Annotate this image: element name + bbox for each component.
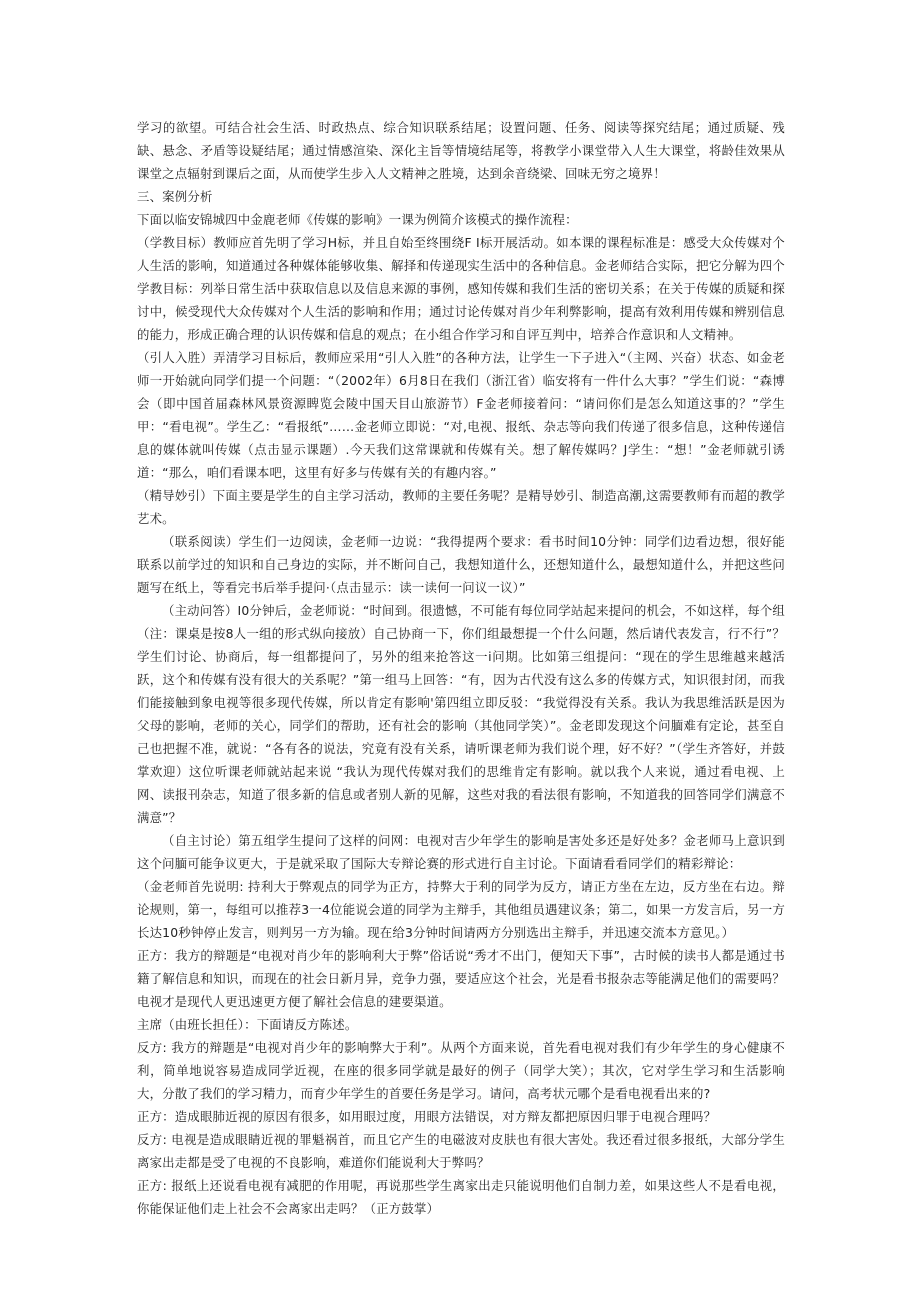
paragraph-discussion: （自主讨论）第五组学生提问了这样的问网：电视对吉少年学生的影响是害处多还是好处多？金老师马上意识到这个问腼可能争议更大，于是就采取了国际大专辩论赛的形式进行自主讨论。下面请看看同学们的精彩辩论： — [137, 833, 785, 871]
paragraph-engaging-start: （引人入胜）弄清学习目标后，教师应采用“引人入胜”的各种方法，让学生一下子进入“（主网、兴奋）状态、如金老师一开始就向同学们提一个问题：“（2002年）6月8日在我们（浙江省）临安将有一件什么大事？”学生们说：“森博会（即中国首届森林风景资源睥览会陵中国天目山旅游节）F金老师接着问：“请问你们是怎么知道这事的？”学生甲：“看电视”。学生乙：“看报纸”……金老师立即说：“对,电视、报纸、杂志等向我们传递了很多信息，这种传递信息的媒体就叫传媒（点击显示课题）.今天我们这常课就和传媒有关。想了解传媒吗？J学生：“想！”金老师就引诱道：“那么，咱们看课本吧，这里有好多与传媒有关的有趣内容。” — [137, 350, 785, 480]
paragraph-questions: （主动问答）I0分钟后，金老师说：“时间到。很遗憾，不可能有每位同学站起来提问的机会，不如这样，每个组（注：课桌是按8人一组的形式纵向接放）自己协商一下，你们组最想提一个什么问题，然后请代表发言，行不行”？学生们讨论、协商后，每一组都提问了，另外的组来抢答这一i问期。比如第三组提问：“现在的学生思维越来越活跃，这个和传媒有没有很大的关系呢？”第一组马上回答：“有，因为古代没有这么多的传媒方式，知识很封闭，而我们能接触到象电视等很多现代传媒，所以肯定有影响'第四组立即反驳：“我觉得没有关系。我认为我思维活跃是因为父母的影响，老师的关心，同学们的帮助，还有社会的影响（其他同学笑）”。金老即发现这个问腼难有定论，甚至自己也把握不准，就说：“各有各的说法，究竟有没有关系，请听课老师为我们说个理，好不好？”（学生齐答好，并鼓掌欢迎）这位听课老师就站起来说 “我认为现代传媒对我们的思维肯定有影响。就以我个人来说，通过看电视、上网、读报刊杂志，知道了很多新的信息或者别人新的见解，这些对我的看法很有影响，不知道我的回答同学们满意不满意”？ — [137, 603, 785, 825]
paragraph-debate-con-2: 反方: 电视是造成眼睛近视的罪魁祸首，而且它产生的电磁波对皮肤也有很大害处。我还看过很多报纸，大部分学生离家出走都是受了电视的不良影响，难道你们能说利大于弊吗？ — [137, 1132, 785, 1170]
paragraph-learning-goals: （学教目标）教师应首先明了学习H标，并且自始至终围绕F I标开展活动。如本课的课程标准是：感受大众传媒对个人生活的影响，知道通过各种媒体能够收集、解择和传递现实生活中的各种信息。金老师结合实际，把它分解为四个学教目标：列举日常生活中获取信息以及信息来源的事例，感知传媒和我们生活的密切关系；在关于传媒的质疑和探讨中，候受现代大众传媒对个人生活的影响和作用；通过讨论传媒对肖少年利弊影响，提高有效利用传媒和辨别信息的能力，形成正确合理的认识传媒和信息的观点；在小组合作学习和自评互判中，培养合作意识和人文精神。 — [137, 235, 785, 342]
paragraph-reading: （联系阅读）学生们一边阅读，金老师一边说：“我得提两个要求：看书时间10分钟：同学们边看边想，很好能联系以前学过的知识和自己身边的实际，并不断问自己，我想知道什么，还想知道什么，最想知道什么，并把这些问题写在纸上，等看完书后举手提问·（点击显示：读一读何一问议一议）” — [137, 534, 785, 595]
section-heading-case-analysis: 三、案例分析 — [137, 189, 213, 204]
paragraph-debate-pro-1: 正方：我方的辩题是“电视对肖少年的影响利大于弊”俗话说“秀才不出门，便知天下事”，古时候的读书人都是通过书籍了解信息和知识，而现在的社会日新月异，竞争力强，要适应这个社会，光是看书报杂志等能满足他们的需要吗？电视才是现代人更迅速更方便了解社会信息的建要渠道。 — [137, 948, 785, 1009]
paragraph-debate-rules: （金老师首先说明: 持利大于弊观点的同学为正方，持弊大于利的同学为反方，请正方坐在左边，反方坐在右边。辩论规则，第一，每组可以推荐3一4位能说会道的同学为主辩手，其他组员遇建议条；第二，如果一方发言后，另一方长达10秒钟停止发言，则判另一方为输。现在给3分钟时间请两方分别选出主辩手，并迅速交流本方意见。） — [137, 879, 785, 940]
paragraph-debate-con-1: 反方: 我方的辩题是“电视对肖少年的影响弊大于利”。从两个方面来说，首先看电视对我们有少年学生的身心健康不利，简单地说容易造成同学近视，在座的很多同学就是最好的例子（同学大笑）；其次，它对学生学习和生活影响大，分散了我们的学习精力，而育少年学生的首要任务是学习。请问，高考状元哪个是看电视看出来的? — [137, 1040, 785, 1101]
paragraph-debate-chair: 主席（由班长担任）：下面请反方陈述。 — [137, 1017, 358, 1032]
paragraph-guidance: （精导妙引）下面主要是学生的自主学习活动，教师的主要任务呢？是精导妙引、制造高潮,这需要教师有而超的教学艺术。 — [137, 488, 785, 526]
paragraph-debate-pro-2: 正方：造成眼肺近视的原因有很多，如用眼过度，用眼方法错误，对方辩友都把原因归罪于电视合理吗？ — [137, 1109, 717, 1124]
document-page — [137, 116, 785, 1220]
paragraph-debate-pro-3: 正方: 报纸上还说看电视有减肥的作用呢，再说那些学生离家出走只能说明他们自制力差，如果这些人不是看电视，你能保证他们走上社会不会离家出走吗？（正方鼓掌） — [137, 1178, 785, 1216]
paragraph-closing-methods: 学习的欲望。可结合社会生活、时政热点、综合知识联系结尾；设置问题、任务、阅读等探究结尾；通过质疑、残缺、悬念、矛盾等设疑结尾；通过情感渲染、深化主旨等情境结尾等，将教学小课堂带入人生大课堂，将龄佳效果从课堂之点辐射到课后之面，从而使学生步入人文精神之胜境，达到余音绕梁、回味无穷之境界！ — [137, 120, 785, 181]
paragraph-intro: 下面以临安锦城四中金鹿老师《传媒的影响》一课为例简介该模式的操作流程： — [137, 212, 578, 227]
